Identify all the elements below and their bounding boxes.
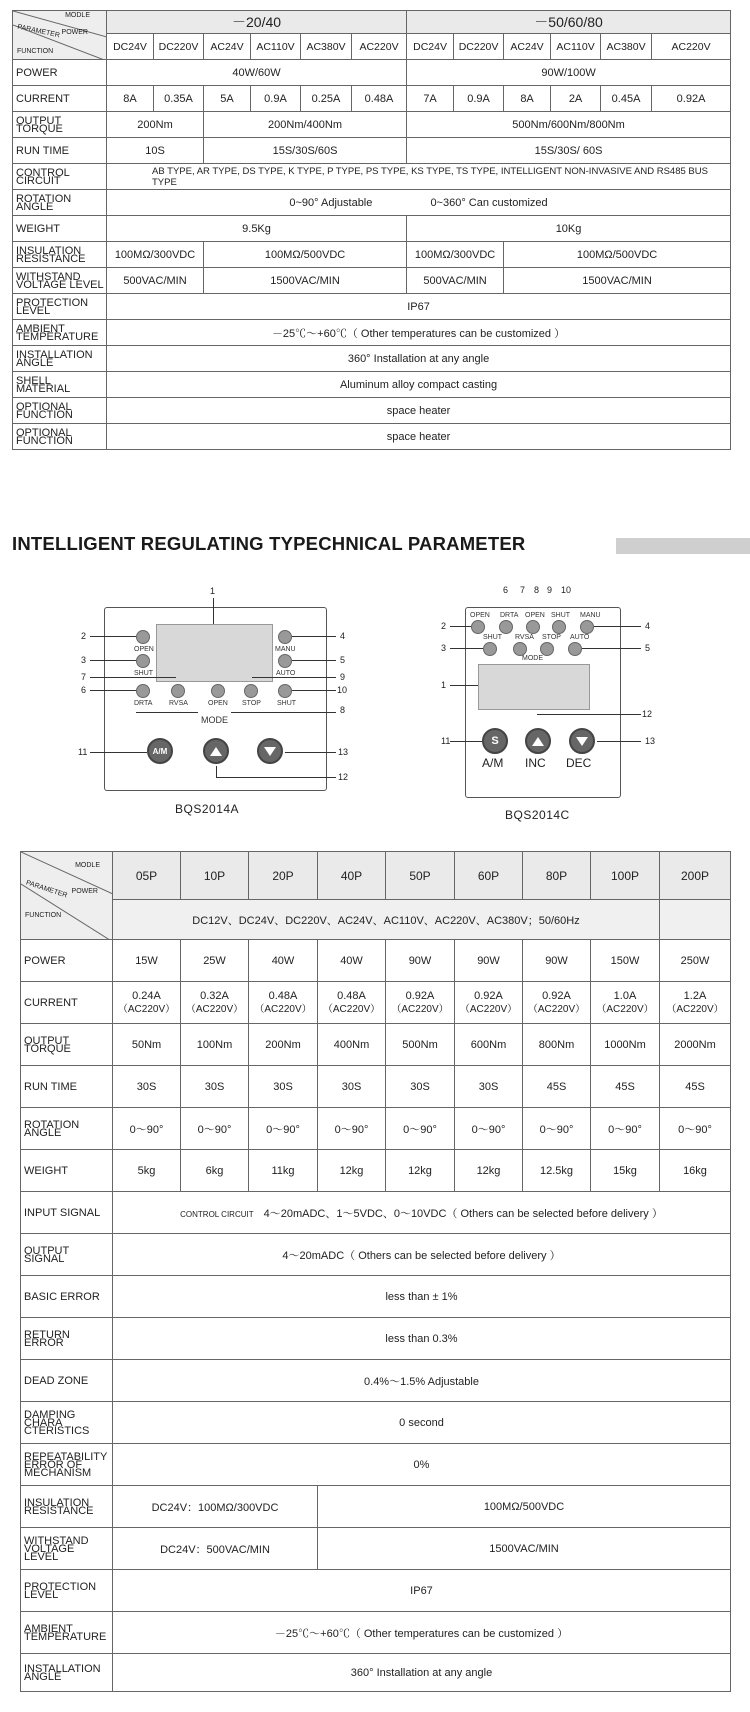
inc-button[interactable] bbox=[525, 728, 551, 754]
cell bbox=[113, 1192, 731, 1234]
label-manu: MANU bbox=[580, 612, 601, 619]
rotation-b: 0~360° Can customized bbox=[430, 196, 548, 209]
cell: DC24V bbox=[107, 34, 154, 60]
cell: 0～90° bbox=[318, 1108, 386, 1150]
label-inc: INC bbox=[525, 756, 546, 770]
cell: 90W bbox=[455, 940, 523, 982]
row-label: OUTPUT TORQUE bbox=[21, 1024, 113, 1066]
row-label: INPUT SIGNAL bbox=[21, 1192, 113, 1234]
row-label: OUTPUT TORQUE bbox=[13, 112, 107, 138]
led-rvsa bbox=[171, 684, 185, 698]
cell: 15kg bbox=[591, 1150, 660, 1192]
cell: 0.9A bbox=[251, 86, 301, 112]
up-arrow-icon bbox=[532, 737, 544, 746]
cell: 11kg bbox=[249, 1150, 318, 1192]
cell bbox=[660, 982, 731, 1024]
cell: 6kg bbox=[181, 1150, 249, 1192]
label-mode: MODE bbox=[201, 715, 228, 725]
callout-12: 12 bbox=[642, 709, 653, 719]
table-corner-header bbox=[21, 852, 113, 940]
cell: 400Nm bbox=[318, 1024, 386, 1066]
cell: 15W bbox=[113, 940, 181, 982]
title-accent-bar bbox=[616, 538, 750, 554]
cell: 100Nm bbox=[181, 1024, 249, 1066]
row-label: RUN TIME bbox=[13, 138, 107, 164]
rotation-a: 0~90° Adjustable bbox=[289, 196, 373, 209]
cell: 45S bbox=[523, 1066, 591, 1108]
callout-7: 7 bbox=[81, 672, 87, 682]
cell: 40W bbox=[318, 940, 386, 982]
led-shut2 bbox=[278, 684, 292, 698]
label-drta: DRTA bbox=[500, 612, 519, 619]
label-dec: DEC bbox=[566, 756, 592, 770]
panel-a-caption: BQS2014A bbox=[175, 802, 240, 816]
cell: 10S bbox=[107, 138, 204, 164]
row-label: RUN TIME bbox=[21, 1066, 113, 1108]
cell: 20P bbox=[249, 852, 318, 900]
row-label: WEIGHT bbox=[13, 216, 107, 242]
row-label: WITHSTAND VOLTAGE LEVEL bbox=[21, 1528, 113, 1570]
corner-parameter: PARAMETER bbox=[24, 879, 69, 900]
label-rvsa: RVSA bbox=[169, 700, 188, 707]
cell: 10P bbox=[181, 852, 249, 900]
row-label: ROTATION ANGLE bbox=[21, 1108, 113, 1150]
label-open: OPEN bbox=[134, 646, 154, 653]
led-open bbox=[471, 620, 485, 634]
input-signal-value: 4～20mADC、1～5VDC、0～10VDC（ Others can be selected before delivery ） bbox=[263, 1207, 663, 1220]
led-drta bbox=[499, 620, 513, 634]
cell: 500VAC/MIN bbox=[407, 268, 504, 294]
row-label: OUTPUT SIGNAL bbox=[21, 1234, 113, 1276]
callout-8: 8 bbox=[340, 705, 346, 715]
cell: AC110V bbox=[551, 34, 601, 60]
cell: 500Nm bbox=[386, 1024, 455, 1066]
cell: 0% bbox=[113, 1444, 731, 1486]
cell: 15S/30S/ 60S bbox=[407, 138, 731, 164]
cell-sub: （AC220V） bbox=[117, 1003, 176, 1015]
cell: AC380V bbox=[601, 34, 652, 60]
cell bbox=[318, 982, 386, 1024]
cell: 45S bbox=[591, 1066, 660, 1108]
led-shut bbox=[552, 620, 566, 634]
callout-6: 6 bbox=[81, 685, 87, 695]
label-auto: AUTO bbox=[276, 670, 296, 677]
cell bbox=[455, 982, 523, 1024]
row-label: SHELL MATERIAL bbox=[13, 372, 107, 398]
label-shut: SHUT bbox=[551, 612, 571, 619]
cell: 30S bbox=[249, 1066, 318, 1108]
cell: 100P bbox=[591, 852, 660, 900]
row-label: POWER bbox=[13, 60, 107, 86]
cell: 200Nm bbox=[107, 112, 204, 138]
cell-value: 0.48A bbox=[268, 989, 298, 1002]
cell: DC24V：500VAC/MIN bbox=[113, 1528, 318, 1570]
label-open2: OPEN bbox=[208, 700, 228, 707]
row-label: DEAD ZONE bbox=[21, 1360, 113, 1402]
cell: AC220V bbox=[652, 34, 731, 60]
callout-3: 3 bbox=[441, 643, 447, 653]
callout-1: 1 bbox=[441, 680, 447, 690]
row-label: WEIGHT bbox=[21, 1150, 113, 1192]
row-label: INSULATION RESISTANCE bbox=[13, 242, 107, 268]
label-rvsa: RVSA bbox=[515, 634, 534, 641]
row-label: WITHSTAND VOLTAGE LEVEL bbox=[13, 268, 107, 294]
callout-12: 12 bbox=[338, 772, 349, 782]
cell: 100MΩ/500VDC bbox=[204, 242, 407, 268]
cell: 0～90° bbox=[386, 1108, 455, 1150]
label-manu: MANU bbox=[275, 646, 296, 653]
cell: 40W bbox=[249, 940, 318, 982]
cell: 30S bbox=[318, 1066, 386, 1108]
led-drta bbox=[136, 684, 150, 698]
cell-value: 0.32A bbox=[200, 989, 229, 1002]
cell: 1500VAC/MIN bbox=[204, 268, 407, 294]
cell: 30S bbox=[455, 1066, 523, 1108]
led-open2 bbox=[526, 620, 540, 634]
cell: 80P bbox=[523, 852, 591, 900]
cell: －25℃～+60℃（ Other temperatures can be customized ） bbox=[107, 320, 731, 346]
cell: 2000Nm bbox=[660, 1024, 731, 1066]
cell: 10Kg bbox=[407, 216, 731, 242]
cell: 0～90° bbox=[249, 1108, 318, 1150]
callout-2: 2 bbox=[441, 621, 447, 631]
label-shut: SHUT bbox=[134, 670, 154, 677]
cell: 16kg bbox=[660, 1150, 731, 1192]
callout-3: 3 bbox=[81, 655, 87, 665]
cell: 800Nm bbox=[523, 1024, 591, 1066]
cell: 30S bbox=[113, 1066, 181, 1108]
cell: 12.5kg bbox=[523, 1150, 591, 1192]
cell: 0 second bbox=[113, 1402, 731, 1444]
row-label: INSTALLATION ANGLE bbox=[13, 346, 107, 372]
cell: 15S/30S/60S bbox=[204, 138, 407, 164]
cell: 7A bbox=[407, 86, 454, 112]
cell: IP67 bbox=[113, 1570, 731, 1612]
model-group-a: －20/40 bbox=[107, 11, 407, 34]
row-label: AMBIENT TEMPERATURE bbox=[21, 1612, 113, 1654]
label-drta: DRTA bbox=[134, 700, 153, 707]
cell: 5A bbox=[204, 86, 251, 112]
cell-sub: （AC220V） bbox=[254, 1003, 312, 1015]
led-stop bbox=[540, 642, 554, 656]
row-label: REPEATABILITY ERROR OF MECHANISM bbox=[21, 1444, 113, 1486]
cell-value: 1.2A bbox=[683, 989, 707, 1002]
cell: 5kg bbox=[113, 1150, 181, 1192]
cell: 0～90° bbox=[181, 1108, 249, 1150]
led-open bbox=[136, 630, 150, 644]
cell: 30S bbox=[386, 1066, 455, 1108]
cell: AC380V bbox=[301, 34, 352, 60]
cell: 100MΩ/300VDC bbox=[407, 242, 504, 268]
label-mode: MODE bbox=[522, 655, 543, 662]
cell: 12kg bbox=[455, 1150, 523, 1192]
s-button-label: S bbox=[491, 735, 499, 747]
am-button-label: A/M bbox=[152, 746, 168, 756]
label-stop: STOP bbox=[242, 700, 261, 707]
panel-c-caption: BQS2014C bbox=[505, 808, 570, 822]
callout-4: 4 bbox=[645, 621, 651, 631]
callout-2: 2 bbox=[81, 631, 87, 641]
row-label: BASIC ERROR bbox=[21, 1276, 113, 1318]
cell: 0.45A bbox=[601, 86, 652, 112]
cell bbox=[660, 900, 731, 940]
cell: 45S bbox=[660, 1066, 731, 1108]
cell: 500Nm/600Nm/800Nm bbox=[407, 112, 731, 138]
cell: space heater bbox=[107, 398, 731, 424]
row-label: INSTALLATION ANGLE bbox=[21, 1654, 113, 1692]
cell bbox=[249, 982, 318, 1024]
callout-10: 10 bbox=[337, 685, 348, 695]
up-button[interactable] bbox=[203, 738, 229, 764]
cell: DC220V bbox=[154, 34, 204, 60]
cell: 30S bbox=[181, 1066, 249, 1108]
cell: 200P bbox=[660, 852, 731, 900]
table-corner-header bbox=[13, 11, 107, 60]
cell bbox=[591, 982, 660, 1024]
dec-button[interactable] bbox=[569, 728, 595, 754]
row-label: POWER bbox=[21, 940, 113, 982]
row-label: OPTIONAL FUNCTION bbox=[13, 424, 107, 450]
cell-value: 0.92A bbox=[542, 989, 571, 1002]
corner-modle: MODLE bbox=[65, 12, 90, 19]
corner-power: POWER bbox=[61, 29, 88, 36]
cell: 25W bbox=[181, 940, 249, 982]
cell: 0.92A bbox=[652, 86, 731, 112]
cell: 05P bbox=[113, 852, 181, 900]
cell-value: 1.0A bbox=[613, 989, 637, 1002]
corner-parameter: PARAMETER bbox=[16, 23, 61, 40]
row-label: AMBIENT TEMPERATURE bbox=[13, 320, 107, 346]
up-arrow-icon bbox=[210, 747, 222, 756]
row-label: CURRENT bbox=[21, 982, 113, 1024]
cell: 12kg bbox=[318, 1150, 386, 1192]
cell: 50P bbox=[386, 852, 455, 900]
cell: 90W bbox=[523, 940, 591, 982]
led-shut2 bbox=[483, 642, 497, 656]
corner-function: FUNCTION bbox=[25, 912, 62, 919]
cell-value: 0.92A bbox=[474, 989, 503, 1002]
cell bbox=[107, 190, 731, 216]
cell: 250W bbox=[660, 940, 731, 982]
cell: AC24V bbox=[204, 34, 251, 60]
row-label: CURRENT bbox=[13, 86, 107, 112]
cell: less than ± 1% bbox=[113, 1276, 731, 1318]
cell: 1000Nm bbox=[591, 1024, 660, 1066]
cell: 100MΩ/300VDC bbox=[107, 242, 204, 268]
cell: 0.4%～1.5% Adjustable bbox=[113, 1360, 731, 1402]
cell: 150W bbox=[591, 940, 660, 982]
callout-11: 11 bbox=[441, 736, 451, 746]
row-label: RETURN ERROR bbox=[21, 1318, 113, 1360]
cell: 200Nm bbox=[249, 1024, 318, 1066]
callout-6: 6 bbox=[503, 585, 509, 595]
cell bbox=[386, 982, 455, 1024]
cell: 600Nm bbox=[455, 1024, 523, 1066]
callout-4: 4 bbox=[340, 631, 346, 641]
led-shut bbox=[136, 654, 150, 668]
cell: DC24V：100MΩ/300VDC bbox=[113, 1486, 318, 1528]
cell: 0～90° bbox=[591, 1108, 660, 1150]
cell: AB TYPE, AR TYPE, DS TYPE, K TYPE, P TYPE, PS TYPE, KS TYPE, TS TYPE, INTELLIGENT NON-INVASIVE AND RS485 BUS TYPE bbox=[107, 164, 731, 190]
led-auto bbox=[278, 654, 292, 668]
led-manu bbox=[278, 630, 292, 644]
section-title: INTELLIGENT REGULATING TYPECHNICAL PARAMETER bbox=[12, 533, 526, 554]
down-button[interactable] bbox=[257, 738, 283, 764]
cell: 8A bbox=[107, 86, 154, 112]
cell bbox=[523, 982, 591, 1024]
spec-table-standard bbox=[12, 10, 731, 450]
row-label: OPTIONAL FUNCTION bbox=[13, 398, 107, 424]
cell: －25℃～+60℃（ Other temperatures can be customized ） bbox=[113, 1612, 731, 1654]
label-stop: STOP bbox=[542, 634, 561, 641]
cell-value: 0.92A bbox=[405, 989, 435, 1002]
cell-sub: （AC220V） bbox=[322, 1003, 381, 1015]
cell: AC110V bbox=[251, 34, 301, 60]
cell-value: 0.24A bbox=[132, 989, 161, 1002]
cell: 0～90° bbox=[113, 1108, 181, 1150]
cell: 8A bbox=[504, 86, 551, 112]
cell-value: 0.48A bbox=[337, 989, 366, 1002]
cell-sub: （AC220V） bbox=[666, 1003, 724, 1015]
cell: 2A bbox=[551, 86, 601, 112]
corner-modle: MODLE bbox=[75, 862, 100, 869]
callout-13: 13 bbox=[338, 747, 349, 757]
cell: 0.48A bbox=[352, 86, 407, 112]
cell: DC220V bbox=[454, 34, 504, 60]
callout-9: 9 bbox=[547, 585, 553, 595]
callout-13: 13 bbox=[645, 736, 656, 746]
cell bbox=[181, 982, 249, 1024]
led-stop bbox=[244, 684, 258, 698]
row-label: CONTROL CIRCUIT bbox=[13, 164, 107, 190]
down-arrow-icon bbox=[264, 747, 276, 756]
cell: 90W/100W bbox=[407, 60, 731, 86]
cell: 1500VAC/MIN bbox=[504, 268, 731, 294]
cell-sub: （AC220V） bbox=[527, 1003, 586, 1015]
callout-8: 8 bbox=[534, 585, 540, 595]
voltage-row: DC12V、DC24V、DC220V、AC24V、AC110V、AC220V、AC380V；50/60Hz bbox=[113, 900, 660, 940]
cell: 200Nm/400Nm bbox=[204, 112, 407, 138]
cell-sub: （AC220V） bbox=[459, 1003, 518, 1015]
corner-function: FUNCTION bbox=[17, 48, 54, 55]
am-button[interactable] bbox=[147, 738, 173, 764]
cell: 360° Installation at any angle bbox=[107, 346, 731, 372]
led-open2 bbox=[211, 684, 225, 698]
model-group-b: －50/60/80 bbox=[407, 11, 731, 34]
cell: 50Nm bbox=[113, 1024, 181, 1066]
cell bbox=[113, 982, 181, 1024]
spec-table-regulating bbox=[20, 851, 731, 1692]
row-label: INSULATION RESISTANCE bbox=[21, 1486, 113, 1528]
cell: 0～90° bbox=[523, 1108, 591, 1150]
label-open: OPEN bbox=[470, 612, 490, 619]
cell: 60P bbox=[455, 852, 523, 900]
led-auto bbox=[568, 642, 582, 656]
s-button[interactable] bbox=[482, 728, 508, 754]
label-shut2: SHUT bbox=[483, 634, 503, 641]
callout-11: 11 bbox=[78, 747, 88, 757]
control-circuit-label: CONTROL CIRCUIT bbox=[180, 1209, 254, 1219]
row-label: PROTECTION LEVEL bbox=[13, 294, 107, 320]
cell: IP67 bbox=[107, 294, 731, 320]
callout-5: 5 bbox=[340, 655, 346, 665]
cell: AC220V bbox=[352, 34, 407, 60]
corner-power: POWER bbox=[71, 888, 98, 895]
cell: 0～90° bbox=[455, 1108, 523, 1150]
cell: 500VAC/MIN bbox=[107, 268, 204, 294]
row-label: ROTATION ANGLE bbox=[13, 190, 107, 216]
cell: 40P bbox=[318, 852, 386, 900]
cell-sub: （AC220V） bbox=[596, 1003, 654, 1015]
row-label: DAMPING CHARA CTERISTICS bbox=[21, 1402, 113, 1444]
label-am: A/M bbox=[482, 756, 504, 770]
cell: 40W/60W bbox=[107, 60, 407, 86]
label-shut2: SHUT bbox=[277, 700, 297, 707]
callout-7: 7 bbox=[520, 585, 526, 595]
cell: DC24V bbox=[407, 34, 454, 60]
led-manu bbox=[580, 620, 594, 634]
cell: 360° Installation at any angle bbox=[113, 1654, 731, 1692]
panel-c-display bbox=[478, 664, 590, 710]
callout-5: 5 bbox=[645, 643, 651, 653]
cell: 0.35A bbox=[154, 86, 204, 112]
cell-sub: （AC220V） bbox=[185, 1003, 244, 1015]
panel-a-display bbox=[156, 624, 273, 682]
led-rvsa bbox=[513, 642, 527, 656]
callout-9: 9 bbox=[340, 672, 346, 682]
row-label: PROTECTION LEVEL bbox=[21, 1570, 113, 1612]
cell: AC24V bbox=[504, 34, 551, 60]
cell: 100MΩ/500VDC bbox=[504, 242, 731, 268]
down-arrow-icon bbox=[576, 737, 588, 746]
cell: less than 0.3% bbox=[113, 1318, 731, 1360]
cell: 0～90° bbox=[660, 1108, 731, 1150]
label-open2: OPEN bbox=[525, 612, 545, 619]
cell: 12kg bbox=[386, 1150, 455, 1192]
cell: Aluminum alloy compact casting bbox=[107, 372, 731, 398]
callout-10: 10 bbox=[561, 585, 572, 595]
cell: 90W bbox=[386, 940, 455, 982]
callout-1: 1 bbox=[210, 586, 216, 596]
cell: 4～20mADC（ Others can be selected before delivery ） bbox=[113, 1234, 731, 1276]
cell: 0.9A bbox=[454, 86, 504, 112]
cell: space heater bbox=[107, 424, 731, 450]
cell: 1500VAC/MIN bbox=[318, 1528, 731, 1570]
cell: 0.25A bbox=[301, 86, 352, 112]
label-auto: AUTO bbox=[570, 634, 590, 641]
cell: 100MΩ/500VDC bbox=[318, 1486, 731, 1528]
cell: 9.5Kg bbox=[107, 216, 407, 242]
cell-sub: （AC220V） bbox=[391, 1003, 449, 1015]
